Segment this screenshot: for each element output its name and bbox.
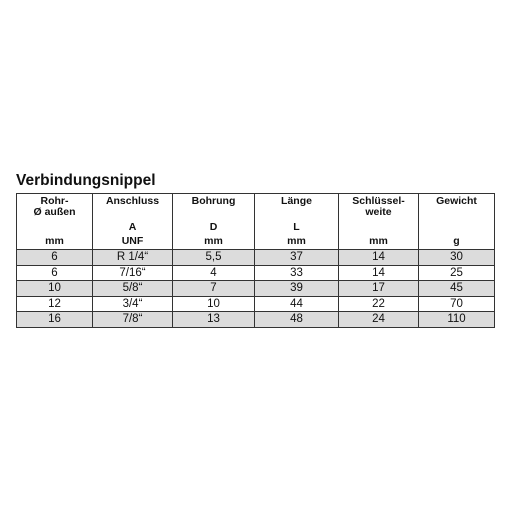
- table-cell: 110: [419, 312, 495, 328]
- table-cell: 22: [339, 296, 419, 312]
- table-cell: 45: [419, 281, 495, 297]
- header-label: Gewicht: [436, 195, 477, 207]
- header-label: Schlüssel-: [352, 195, 405, 207]
- table-cell: 7/8“: [93, 312, 173, 328]
- table-cell: 13: [173, 312, 255, 328]
- table-row: [17, 296, 495, 312]
- header-unit: mm: [287, 235, 306, 247]
- table-cell: 12: [17, 296, 93, 312]
- table-cell: 16: [17, 312, 93, 328]
- table-cell: 14: [339, 265, 419, 281]
- header-schluesselweite: [339, 194, 419, 250]
- table-cell: 39: [255, 281, 339, 297]
- header-bohrung: [173, 194, 255, 250]
- table-cell: 24: [339, 312, 419, 328]
- header-anschluss: [93, 194, 173, 250]
- table-cell: 7/16“: [93, 265, 173, 281]
- table-cell: 70: [419, 296, 495, 312]
- header-rohr-aussen: [17, 194, 93, 250]
- page-title: Verbindungsnippel: [16, 172, 156, 189]
- table-row: [17, 281, 495, 297]
- header-label: Rohr-: [40, 195, 69, 207]
- table-cell: 30: [419, 250, 495, 266]
- table-cell: 44: [255, 296, 339, 312]
- header-label: weite: [365, 206, 392, 218]
- table-cell: 10: [17, 281, 93, 297]
- spec-table: [16, 193, 495, 328]
- table-row: [17, 250, 495, 266]
- table-cell: 5/8“: [93, 281, 173, 297]
- header-label: Anschluss: [105, 195, 160, 207]
- table-row: [17, 265, 495, 281]
- table-cell: 17: [339, 281, 419, 297]
- header-unit: mm: [45, 235, 64, 247]
- header-label: Ø außen: [33, 206, 76, 218]
- table-cell: 33: [255, 265, 339, 281]
- header-symbol: L: [293, 220, 300, 233]
- table-cell: 7: [173, 281, 255, 297]
- table-cell: 3/4“: [93, 296, 173, 312]
- table-cell: R 1/4“: [93, 250, 173, 266]
- table-cell: 25: [419, 265, 495, 281]
- table-cell: 6: [17, 250, 93, 266]
- table-cell: 5,5: [173, 250, 255, 266]
- header-symbol: A: [128, 220, 137, 233]
- header-unit: mm: [369, 235, 388, 247]
- table-cell: 14: [339, 250, 419, 266]
- header-laenge: [255, 194, 339, 250]
- header-label: Länge: [281, 195, 312, 207]
- table-cell: 48: [255, 312, 339, 328]
- header-unit: UNF: [121, 235, 144, 247]
- header-unit: mm: [204, 235, 223, 247]
- table-cell: 10: [173, 296, 255, 312]
- header-symbol: D: [209, 220, 218, 233]
- table-row: [17, 312, 495, 328]
- header-label: Bohrung: [191, 195, 236, 207]
- table-cell: 37: [255, 250, 339, 266]
- table-cell: 6: [17, 265, 93, 281]
- header-unit: g: [453, 235, 460, 247]
- table-cell: 4: [173, 265, 255, 281]
- header-row: [17, 194, 495, 250]
- header-gewicht: [419, 194, 495, 250]
